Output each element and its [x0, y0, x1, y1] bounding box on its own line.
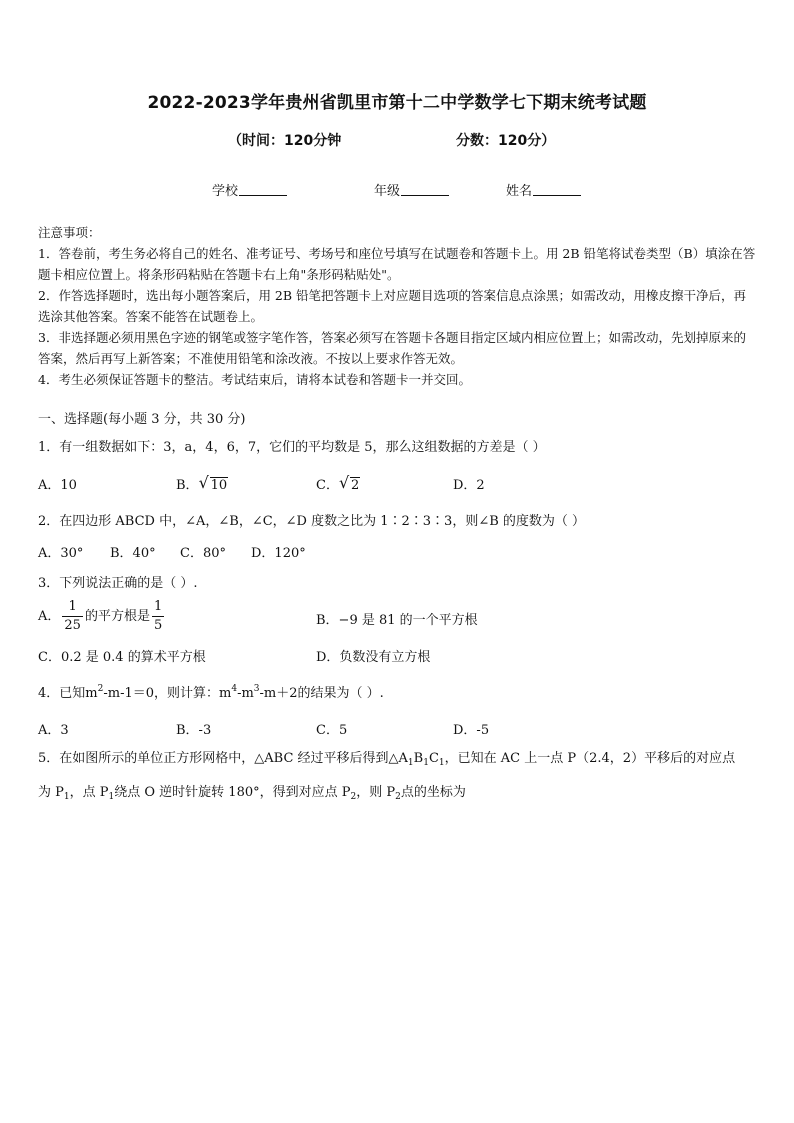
- time-label: （时间：120分钟: [228, 133, 342, 149]
- sqrt-symbol: √ 2: [338, 473, 360, 493]
- q3-option-a: [38, 598, 166, 635]
- question-5-line-1: 5．在如图所示的单位正方形网格中，△ABC 经过平移后得到$\triangle A_1B_1C_1$，已知在 AC 上一点 P（2.4，2）平移后的对应点: [38, 751, 736, 768]
- question-5-stem: [38, 744, 758, 812]
- q2-option-c: C．80°: [180, 546, 226, 561]
- exam-title: 2022-2023学年贵州省凯里市第十二中学数学七下期末统考试题: [147, 93, 647, 113]
- q3-option-b: B．−9 是 81 的一个平方根: [316, 613, 478, 628]
- name-label: 姓名: [506, 184, 533, 199]
- name-field: [506, 180, 581, 199]
- q1-option-b: [176, 474, 228, 493]
- q4-option-c: C．5: [316, 723, 348, 738]
- q3-option-a-prefix: A．: [38, 609, 61, 624]
- question-1-stem: 1．有一组数据如下：3，a，4，6，7，它们的平均数是 5，那么这组数据的方差是（ ）: [38, 440, 546, 455]
- sqrt-symbol: √ 10: [198, 473, 228, 493]
- fraction: $\frac{1}{25}$: [64, 599, 81, 633]
- question-5-line-2: 为 $P_1$，点 $P_1$绕点 O 逆时针旋转 180°，得到对应点 $P_2$，则 $P_2$点的坐标为: [38, 785, 466, 802]
- note-item: 3．非选择题必须用黑色字迹的钢笔或签字笔作答，答案必须写在答题卡各题目指定区域内相应位置上；如需改动，先划掉原来的答案，然后再写上新答案；不准使用铅笔和涂改液。不按以上要求作答无效。: [38, 330, 746, 366]
- q1-option-d: D．2: [453, 478, 485, 493]
- name-blank: [533, 183, 581, 196]
- section-title: 一、选择题(每小题 3 分，共 30 分): [38, 412, 246, 427]
- school-label: 学校: [212, 184, 239, 199]
- note-item: 2．作答选择题时，选出每小题答案后，用 2B 铅笔把答题卡上对应题目选项的答案信息点涂黑；如需改动，用橡皮擦干净后，再选涂其他答案。答案不能答在试题卷上。: [38, 288, 747, 324]
- q4-option-b: B．-3: [176, 723, 212, 738]
- q3-option-d: D．负数没有立方根: [316, 650, 431, 665]
- note-item: 4．考生必须保证答题卡的整洁。考试结束后，请将本试卷和答题卡一并交回。: [38, 372, 471, 387]
- q1-b-radicand: 10: [210, 478, 228, 493]
- q1-c-radicand: 2: [350, 478, 360, 493]
- fraction: $\frac{1}{5}$: [153, 599, 163, 633]
- grade-label: 年级: [374, 184, 401, 199]
- notes-heading: 注意事项：: [38, 225, 101, 240]
- q2-option-b: B．40°: [110, 546, 156, 561]
- q1-option-b-prefix: B．: [176, 478, 199, 493]
- q4-option-d: D．-5: [453, 723, 490, 738]
- q1-option-c-prefix: C．: [316, 478, 339, 493]
- question-2-stem: 2．在四边形 ABCD 中，∠A，∠B，∠C，∠D 度数之比为 1∶2∶3∶3，则∠B 的度数为（ ）: [38, 514, 586, 529]
- notes-block: [38, 222, 758, 390]
- question-4-stem: 4．已知$m^2-m-1=0$，则计算：$m^4-m^3-m+2$的结果为（ ）.: [38, 684, 384, 701]
- q1-option-a: A．10: [38, 478, 77, 493]
- question-3-stem: 3．下列说法正确的是（ ）.: [38, 576, 198, 591]
- school-blank: [239, 183, 287, 196]
- note-item: 1．答卷前，考生务必将自己的姓名、准考证号、考场号和座位号填写在试题卷和答题卡上。用 2B 铅笔将试卷类型（B）填涂在答题卡相应位置上。将条形码粘贴在答题卡右上角"条形码粘贴处"。: [38, 246, 756, 282]
- q2-option-d: D．120°: [251, 546, 306, 561]
- q3-option-a-text: 的平方根是: [84, 609, 150, 624]
- q2-option-a: A．30°: [38, 546, 84, 561]
- grade-field: [374, 180, 449, 199]
- q1-option-c: [316, 474, 360, 493]
- school-field: [212, 180, 287, 199]
- grade-blank: [401, 183, 449, 196]
- q4-option-a: A．3: [38, 723, 69, 738]
- q3-option-c: C．0.2 是 0.4 的算术平方根: [38, 650, 206, 665]
- score-label: 分数：120分）: [456, 133, 556, 149]
